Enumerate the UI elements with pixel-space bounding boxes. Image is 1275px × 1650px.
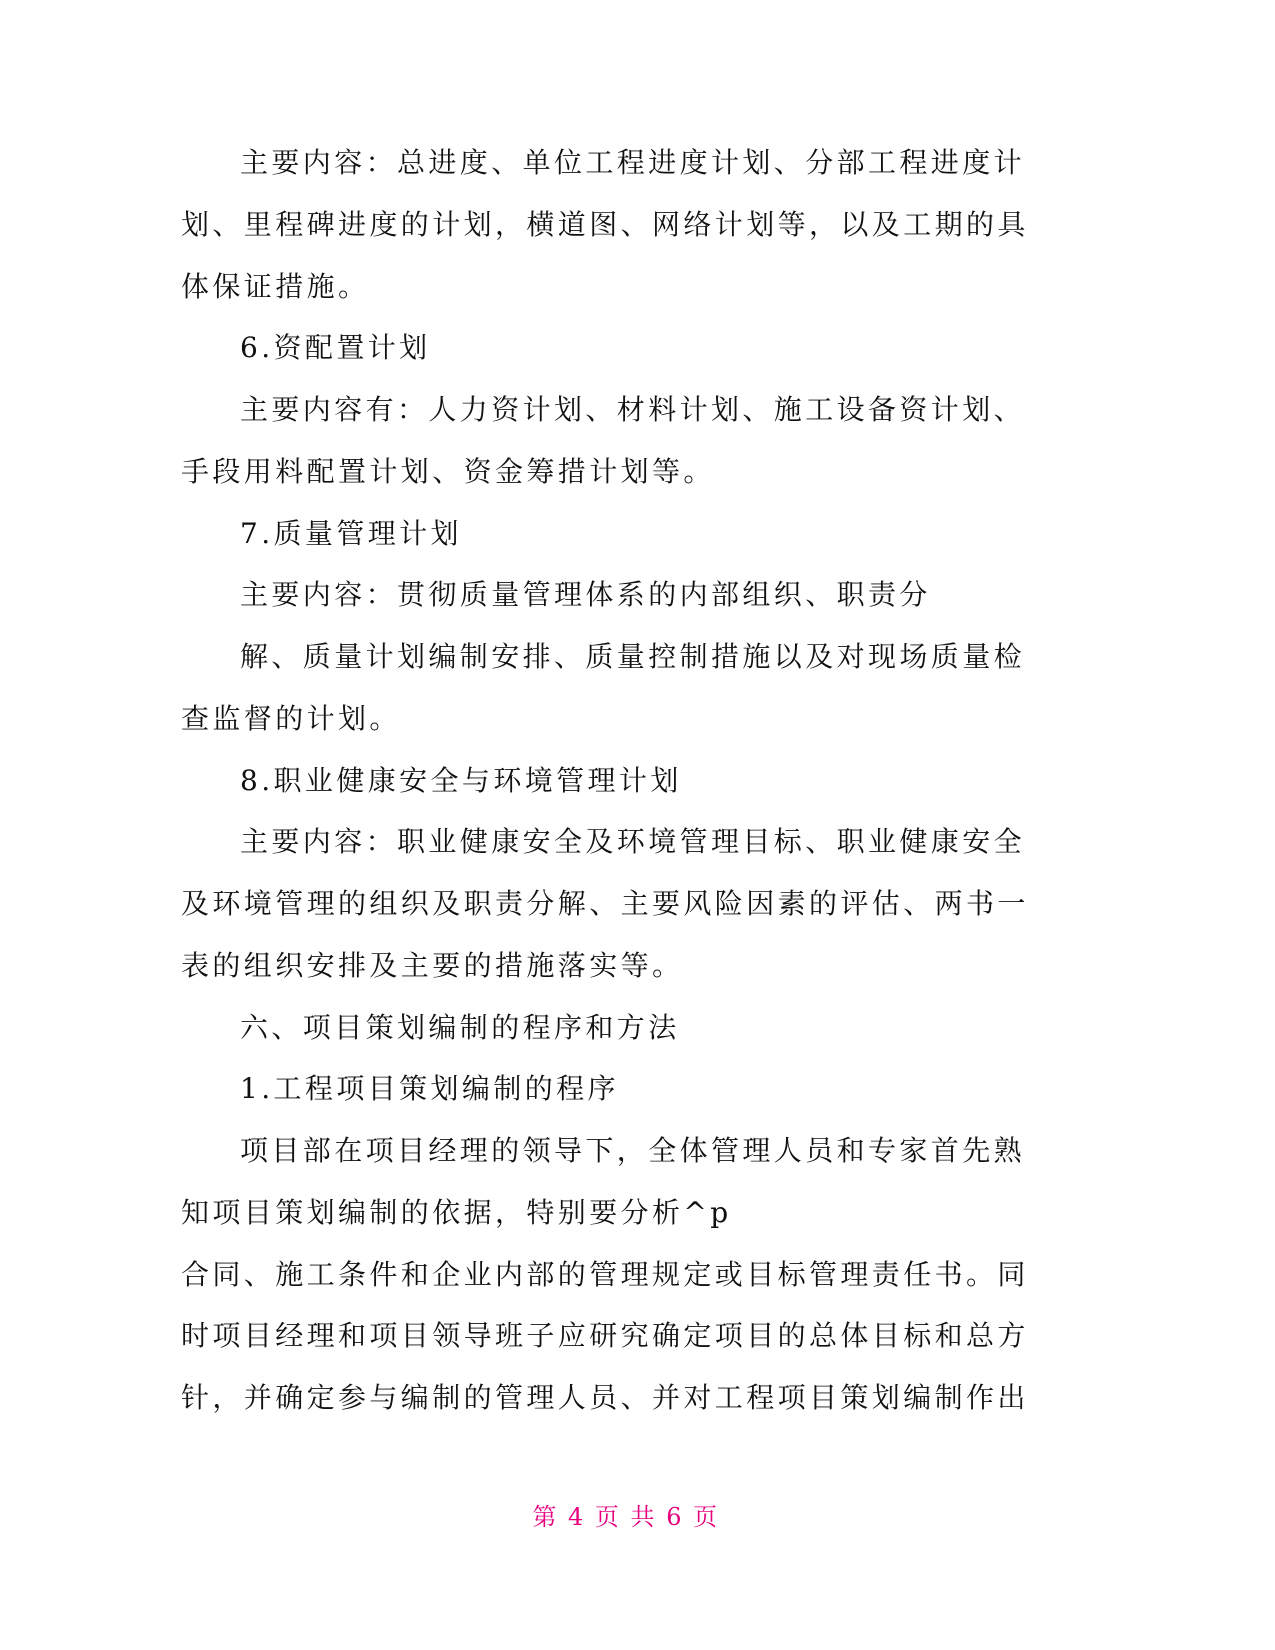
paragraph-line: 主要内容：总进度、单位工程进度计划、分部工程进度计: [240, 146, 1026, 179]
section-heading: 1.工程项目策划编制的程序: [240, 1072, 619, 1106]
paragraph-line: 时项目经理和项目领导班子应研究确定项目的总体目标和总方: [181, 1319, 1029, 1353]
section-heading: 8.职业健康安全与环境管理计划: [240, 763, 682, 797]
section-heading: 6.资配置计划: [240, 331, 431, 365]
paragraph-line: 手段用料配置计划、资金筹措计划等。: [181, 454, 715, 488]
section-heading: 7.质量管理计划: [240, 516, 462, 550]
page-footer: [0, 1466, 1275, 1568]
paragraph-line: 主要内容：职业健康安全及环境管理目标、职业健康安全: [240, 825, 1026, 859]
paragraph-line: 主要内容有：人力资计划、材料计划、施工设备资计划、: [240, 393, 1026, 426]
paragraph-line: 解、质量计划编制安排、质量控制措施以及对现场质量检: [240, 640, 1026, 673]
paragraph-line: 及环境管理的组织及职责分解、主要风险因素的评估、两书一: [181, 887, 1029, 920]
paragraph-line: 主要内容：贯彻质量管理体系的内部组织、职责分: [240, 578, 931, 612]
page-number-label: 第 4 页 共 6 页: [532, 1503, 720, 1531]
paragraph-line: 知项目策划编制的依据，特别要分析^p: [181, 1195, 732, 1229]
paragraph-line: 划、里程碑进度的计划，横道图、网络计划等，以及工期的具: [181, 207, 1029, 241]
document-body: [181, 132, 1061, 1429]
paragraph-line: 体保证措施。: [181, 269, 370, 303]
paragraph-line: 合同、施工条件和企业内部的管理规定或目标管理责任书。同: [181, 1257, 1029, 1291]
chapter-heading: 六、项目策划编制的程序和方法: [240, 1010, 680, 1044]
paragraph-line: 表的组织安排及主要的措施落实等。: [181, 948, 684, 982]
paragraph-line: 项目部在项目经理的领导下，全体管理人员和专家首先熟: [240, 1134, 1026, 1167]
paragraph-line: 针，并确定参与编制的管理人员、并对工程项目策划编制作出: [181, 1381, 1029, 1414]
paragraph-line: 查监督的计划。: [181, 701, 401, 735]
